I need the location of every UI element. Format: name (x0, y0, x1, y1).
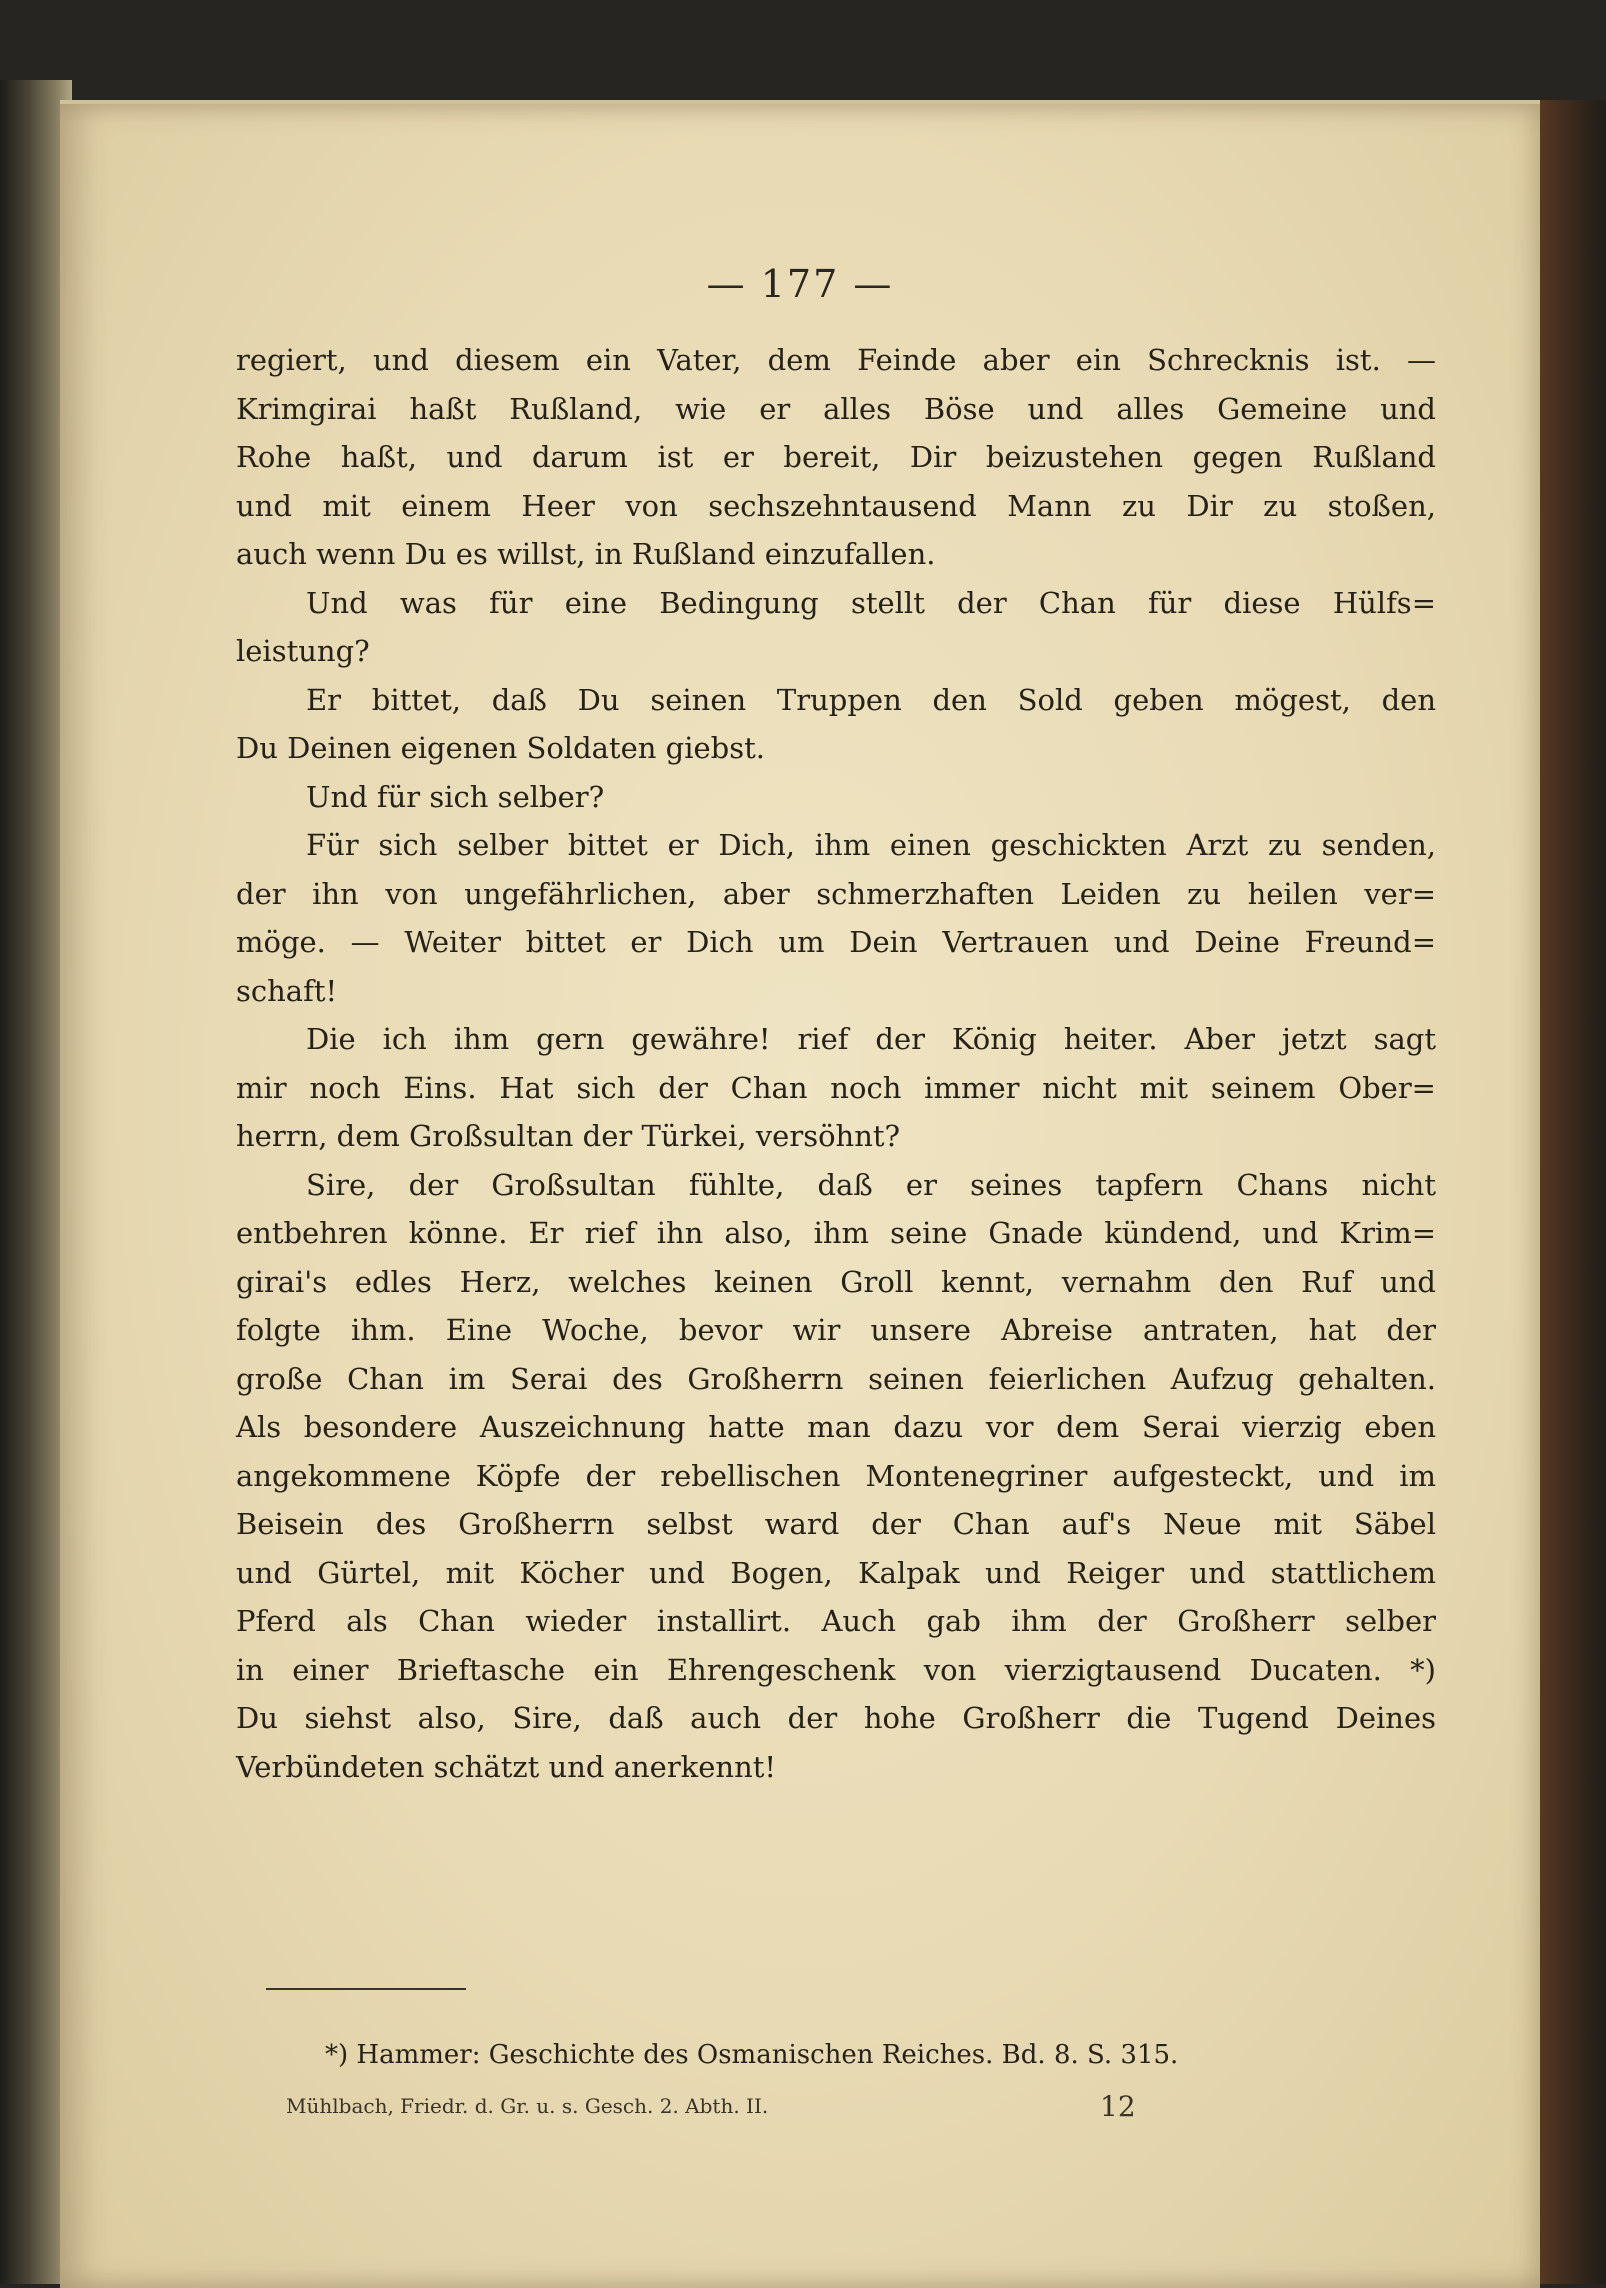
text-line: mir noch Eins. Hat sich der Chan noch immer nicht mit seinem Ober= (236, 1070, 1436, 1105)
text-line: Pferd als Chan wieder installirt. Auch gab ihm der Großherr selber (236, 1604, 1436, 1638)
text-line: Für sich selber bittet er Dich, ihm einen geschickten Arzt zu senden, (306, 828, 1436, 862)
text-line: Sire, der Großsultan fühlte, daß er seines tapfern Chans nicht (306, 1167, 1436, 1202)
text-line: Krimgirai haßt Rußland, wie er alles Böse und alles Gemeine und (236, 391, 1436, 426)
text-line: möge. — Weiter bittet er Dich um Dein Vertrauen und Deine Freund= (236, 925, 1436, 959)
text-line: Die ich ihm gern gewähre! rief der König heiter. Aber jetzt sagt (306, 1022, 1436, 1056)
text-line: leistung? (236, 634, 370, 668)
text-line: girai's edles Herz, welches keinen Groll kennt, vernahm den Ruf und (236, 1264, 1436, 1299)
text-line: der ihn von ungefährlichen, aber schmerzhaften Leiden zu heilen ver= (236, 876, 1436, 911)
page-number: — 177 — (706, 262, 894, 306)
text-line: folgte ihm. Eine Woche, bevor wir unsere Abreise antraten, hat der (236, 1313, 1436, 1347)
text-line: auch wenn Du es willst, in Rußland einzufallen. (236, 537, 936, 571)
text-line: Verbündeten schätzt und anerkennt! (236, 1749, 777, 1784)
text-line: schaft! (236, 973, 338, 1008)
printer-signature: Mühlbach, Friedr. d. Gr. u. s. Gesch. 2. Abth. II. (286, 2094, 769, 2118)
text-line: entbehren könne. Er rief ihn also, ihm seine Gnade kündend, und Krim= (236, 1216, 1436, 1250)
text-line: Rohe haßt, und darum ist er bereit, Dir beizustehen gegen Rußland (236, 440, 1436, 474)
text-line: große Chan im Serai des Großherrn seinen feierlichen Aufzug gehalten. (236, 1361, 1436, 1396)
body-text (236, 336, 1436, 1791)
text-line: und mit einem Heer von sechszehntausend Mann zu Dir zu stoßen, (236, 488, 1436, 523)
text-line: herrn, dem Großsultan der Türkei, versöhnt? (236, 1119, 901, 1153)
footnote-divider (266, 1988, 466, 1990)
text-line: Er bittet, daß Du seinen Truppen den Sold geben mögest, den (306, 682, 1436, 717)
text-line: angekommene Köpfe der rebellischen Montenegriner aufgesteckt, und im (236, 1458, 1436, 1493)
text-line: Und für sich selber? (306, 779, 605, 814)
sheet-number: 12 (1100, 2090, 1136, 2123)
book-page (60, 100, 1540, 2288)
book-binding-edge (1536, 100, 1606, 2284)
text-line: Und was für eine Bedingung stellt der Chan für diese Hülfs= (306, 585, 1436, 620)
footnote: *) Hammer: Geschichte des Osmanischen Reiches. Bd. 8. S. 315. (325, 2040, 1179, 2070)
text-line: Du Deinen eigenen Soldaten giebst. (236, 731, 765, 765)
text-line: in einer Brieftasche ein Ehrengeschenk von vierzigtausend Ducaten. *) (236, 1652, 1436, 1687)
text-line: und Gürtel, mit Köcher und Bogen, Kalpak und Reiger und stattlichem (236, 1555, 1436, 1590)
text-line: Beisein des Großherrn selbst ward der Chan auf's Neue mit Säbel (236, 1507, 1436, 1541)
text-line: Du siehst also, Sire, daß auch der hohe Großherr die Tugend Deines (236, 1701, 1436, 1735)
text-line: regiert, und diesem ein Vater, dem Feinde aber ein Schrecknis ist. — (236, 343, 1436, 377)
text-line: Als besondere Auszeichnung hatte man dazu vor dem Serai vierzig eben (236, 1410, 1436, 1444)
